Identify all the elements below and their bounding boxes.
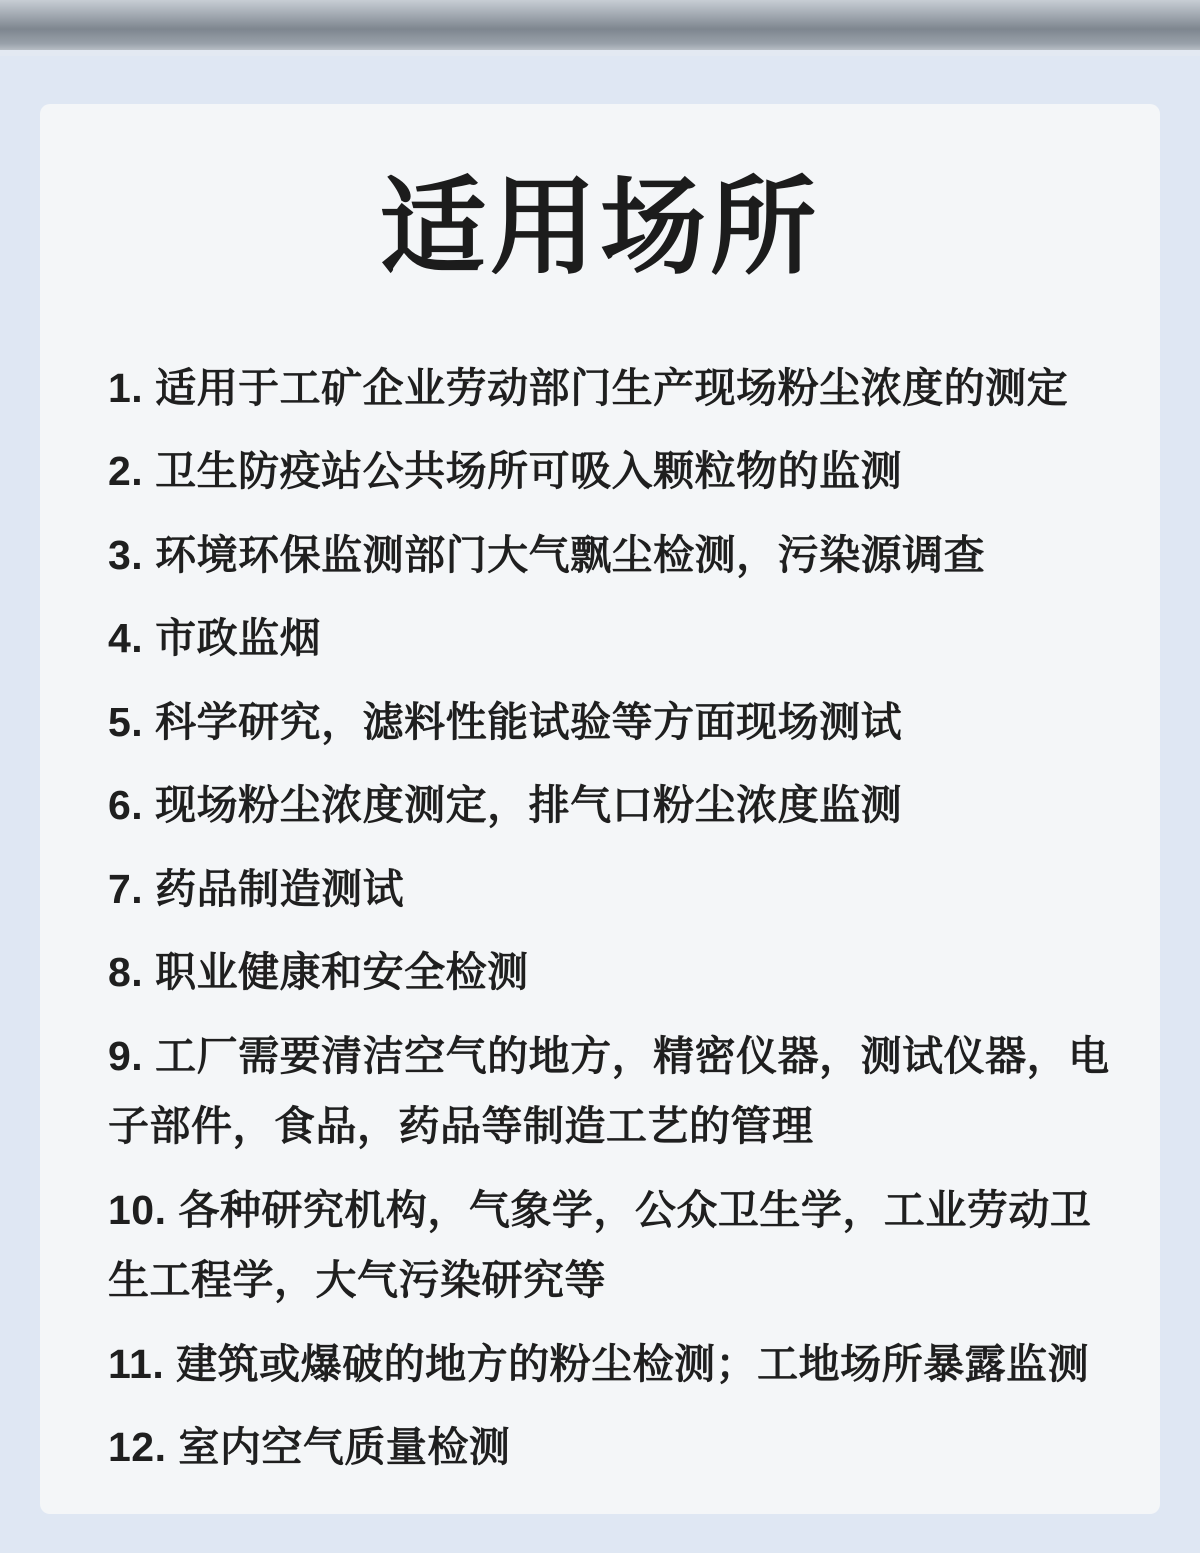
list-item: 8. 职业健康和安全检测	[108, 949, 529, 996]
applicable-places-list	[40, 353, 1160, 1483]
list-item: 1. 适用于工矿企业劳动部门生产现场粉尘浓度的测定	[108, 364, 1069, 411]
list-item: 4. 市政监烟	[108, 615, 322, 662]
list-item: 6. 现场粉尘浓度测定，排气口粉尘浓度监测	[108, 782, 903, 829]
list-item: 11. 建筑或爆破的地方的粉尘检测；工地场所暴露监测	[108, 1340, 1090, 1387]
content-card	[40, 104, 1160, 1514]
list-item: 3. 环境环保监测部门大气飘尘检测，污染源调查	[108, 531, 986, 578]
top-metal-bar	[0, 0, 1200, 56]
list-item: 2. 卫生防疫站公共场所可吸入颗粒物的监测	[108, 448, 903, 495]
list-item: 9. 工厂需要清洁空气的地方，精密仪器，测试仪器，电子部件，食品，药品等制造工艺的管理	[108, 1032, 1110, 1150]
list-item: 5. 科学研究，滤料性能试验等方面现场测试	[108, 698, 903, 745]
list-item: 10. 各种研究机构，气象学，公众卫生学，工业劳动卫生工程学，大气污染研究等	[108, 1186, 1092, 1304]
list-item: 7. 药品制造测试	[108, 865, 405, 912]
list-item: 12. 室内空气质量检测	[108, 1424, 511, 1471]
page-title: 适用场所	[380, 169, 820, 287]
